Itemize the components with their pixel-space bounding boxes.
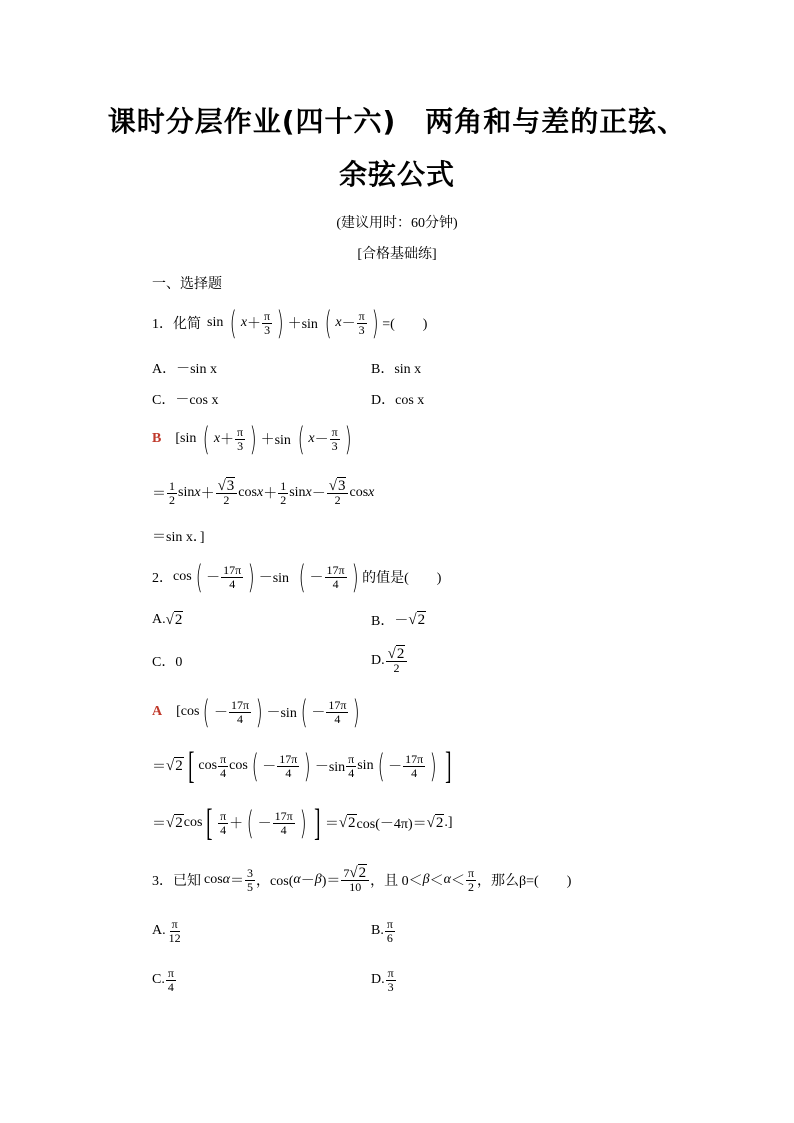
q1-solution-line-2 — [152, 478, 374, 508]
q3-option-b-label: B. — [371, 923, 384, 938]
q2-option-d-label: D. — [371, 653, 385, 668]
question-3-conditions: cos α ＝ 3 5 ，cos( α － β )＝ 7√2 10 ，且 0＜ β ＜ α ＜ π 2 — [204, 864, 475, 894]
q3-option-a-value: π 12 — [168, 916, 181, 945]
q3-option-d — [371, 965, 397, 995]
question-1-expression: sin ( x ＋ π 3 ) ＋sin ( x － π 3 ) — [207, 304, 379, 342]
q2-solution-expression-3: ＝ √2 cos [ π 4 ＋ ( － 17π 4 ) ] ＝ √2 cos(－4π)＝ √2 .] — [152, 802, 453, 844]
q2-option-d-value: √2 2 — [386, 648, 408, 675]
q1-option-a: A．－sin x — [152, 362, 217, 377]
question-2 — [152, 558, 442, 596]
question-3 — [152, 865, 571, 895]
q1-option-b: B．sin x — [371, 362, 422, 377]
q2-solution-line-1 — [152, 693, 364, 731]
q2-option-c: C．0 — [152, 655, 183, 670]
page-title-continued: 余弦公式 — [338, 158, 455, 191]
q2-option-b-value: √2 — [408, 611, 426, 628]
time-hint: (建议用时：60分钟) — [336, 216, 458, 231]
q1-solution-expression-2: ＝ 1 2 sin x ＋ √3 2 cos x ＋ 1 2 sin x － √3 2 cos x — [152, 477, 375, 507]
q2-solution-expression-1: [cos ( － 17π 4 ) －sin ( － 17π 4 ) — [176, 693, 361, 731]
q3-option-b-value: π 6 — [386, 916, 393, 945]
level-label: [合格基础练] — [357, 247, 437, 262]
question-1-prefix: 1．化简 — [152, 317, 201, 332]
q1-option-d: D．cos x — [371, 393, 425, 408]
q1-solution-line-1 — [152, 420, 355, 458]
question-2-prefix: 2． — [152, 571, 173, 586]
q2-solution-line-3 — [152, 802, 453, 844]
q2-option-a-label: A. — [152, 612, 166, 627]
q3-option-d-label: D. — [371, 972, 385, 987]
question-2-tail: 的值是( ) — [362, 571, 442, 586]
q3-option-a-label: A. — [152, 923, 166, 938]
q2-option-a-value: √2 — [165, 611, 183, 628]
question-1 — [152, 304, 428, 342]
q3-option-c-value: π 4 — [167, 965, 174, 994]
page-title: 课时分层作业(四十六) 两角和与差的正弦、 — [107, 105, 687, 138]
question-2-expression: cos ( － 17π 4 ) －sin ( － 17π 4 ) — [173, 558, 359, 596]
question-1-tail: =( ) — [382, 317, 428, 332]
question-3-tail: ，那么β=( ) — [477, 874, 572, 889]
section-heading: 一、选择题 — [152, 277, 222, 292]
q1-answer: B — [152, 431, 162, 446]
q2-option-b — [371, 605, 426, 635]
q1-option-c: C．－cos x — [152, 393, 219, 408]
q3-option-c — [152, 965, 177, 995]
q3-option-a — [152, 916, 184, 946]
q2-option-a — [152, 605, 183, 635]
q2-answer: A — [152, 704, 163, 719]
q1-solution-expression-1: [sin ( x ＋ π 3 ) ＋sin ( x － π 3 ) — [175, 420, 352, 458]
q2-solution-line-2 — [152, 745, 455, 787]
q3-option-d-value: π 3 — [387, 965, 394, 994]
q2-option-b-label: B．－ — [371, 614, 409, 629]
question-3-prefix: 3．已知 — [152, 874, 201, 889]
q3-option-c-label: C. — [152, 972, 165, 987]
q3-option-b — [371, 916, 396, 946]
q1-solution-line-3: ＝sin x．] — [152, 530, 205, 545]
q2-option-d — [371, 646, 408, 676]
q2-solution-expression-2: ＝ √2 [ cos π 4 cos ( － 17π 4 ) －sin π 4 sin ( － 17π 4 ) ] — [152, 745, 452, 787]
